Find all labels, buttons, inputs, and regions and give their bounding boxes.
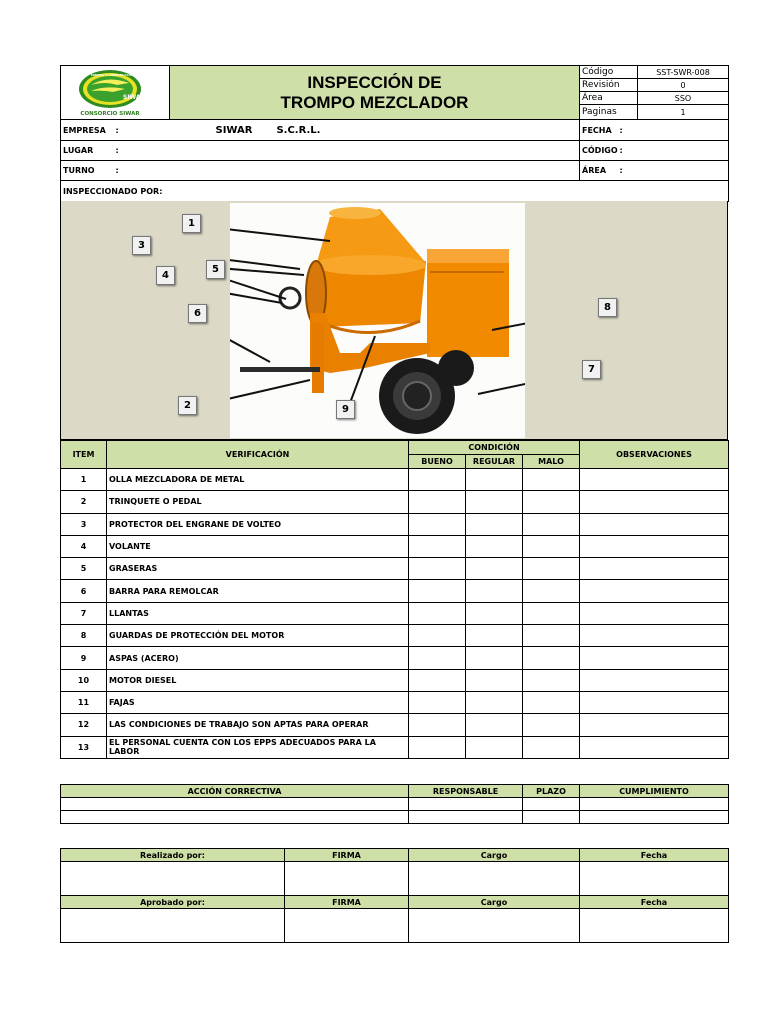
checklist-row	[61, 580, 729, 602]
condicion-bueno-cell[interactable]	[409, 714, 466, 736]
empresa-colon: :	[116, 120, 216, 141]
item-number: 5	[61, 558, 107, 580]
item-verificacion: GUARDAS DE PROTECCIÓN DEL MOTOR	[107, 625, 409, 647]
item-verificacion: MOTOR DIESEL	[107, 669, 409, 691]
item-number: 10	[61, 669, 107, 691]
turno-colon: :	[116, 161, 216, 181]
condicion-malo-cell[interactable]	[523, 558, 580, 580]
plazo-cell[interactable]	[523, 798, 580, 811]
empresa-type: S.C.R.L.	[276, 124, 321, 136]
condicion-malo-cell[interactable]	[523, 469, 580, 491]
observaciones-cell[interactable]	[580, 469, 729, 491]
observaciones-cell[interactable]	[580, 669, 729, 691]
meta-label-revision: Revisión	[580, 79, 638, 92]
item-number: 12	[61, 714, 107, 736]
aprobado-name-cell[interactable]	[61, 909, 285, 943]
condicion-regular-cell[interactable]	[466, 602, 523, 624]
inspeccionado-field[interactable]	[61, 181, 729, 202]
fecha-field[interactable]	[620, 120, 729, 141]
condicion-regular-cell[interactable]	[466, 535, 523, 557]
condicion-malo-cell[interactable]	[523, 669, 580, 691]
item-number: 7	[61, 602, 107, 624]
aprobado-cargo-cell[interactable]	[409, 909, 580, 943]
col-observaciones-header: OBSERVACIONES	[580, 441, 729, 469]
callout-4: 4	[156, 266, 175, 285]
condicion-regular-cell[interactable]	[466, 491, 523, 513]
checklist-row	[61, 625, 729, 647]
codigo-label: CÓDIGO	[580, 141, 620, 161]
condicion-regular-cell[interactable]	[466, 625, 523, 647]
observaciones-cell[interactable]	[580, 535, 729, 557]
fecha-header: Fecha	[580, 849, 729, 862]
condicion-regular-cell[interactable]	[466, 714, 523, 736]
accion-correctiva-cell[interactable]	[61, 798, 409, 811]
item-verificacion: LAS CONDICIONES DE TRABAJO SON APTAS PARA OPERAR	[107, 714, 409, 736]
observaciones-cell[interactable]	[580, 736, 729, 758]
condicion-regular-cell[interactable]	[466, 647, 523, 669]
realizado-name-cell[interactable]	[61, 862, 285, 896]
observaciones-cell[interactable]	[580, 714, 729, 736]
codigo-colon: :	[619, 146, 623, 155]
item-number: 6	[61, 580, 107, 602]
svg-text:SIWAR: SIWAR	[123, 93, 146, 101]
observaciones-cell[interactable]	[580, 580, 729, 602]
cumplimiento-cell[interactable]	[580, 798, 729, 811]
lugar-colon: :	[116, 141, 216, 161]
meta-label-codigo: Código	[580, 66, 638, 79]
condicion-regular-cell[interactable]	[466, 669, 523, 691]
responsable-cell[interactable]	[409, 798, 523, 811]
observaciones-cell[interactable]	[580, 491, 729, 513]
checklist-row	[61, 491, 729, 513]
condicion-bueno-cell[interactable]	[409, 691, 466, 713]
callout-6: 6	[188, 304, 207, 323]
checklist-row	[61, 647, 729, 669]
realizado-firma-cell[interactable]	[285, 862, 409, 896]
turno-field[interactable]	[216, 161, 580, 181]
realizado-fecha-cell[interactable]	[580, 862, 729, 896]
condicion-bueno-cell[interactable]	[409, 602, 466, 624]
observaciones-cell[interactable]	[580, 558, 729, 580]
responsable-header: RESPONSABLE	[409, 785, 523, 798]
item-number: 8	[61, 625, 107, 647]
item-number: 1	[61, 469, 107, 491]
lugar-label: LUGAR	[61, 141, 116, 161]
fecha-label: FECHA	[580, 120, 620, 141]
observaciones-cell[interactable]	[580, 625, 729, 647]
firma-header: FIRMA	[285, 896, 409, 909]
lugar-field[interactable]	[216, 141, 580, 161]
inspeccionado-label: INSPECCIONADO POR:	[63, 186, 163, 196]
condicion-malo-cell[interactable]	[523, 647, 580, 669]
item-number: 11	[61, 691, 107, 713]
form-title-cell	[170, 66, 580, 120]
area-field[interactable]	[620, 161, 729, 181]
col-verificacion-header: VERIFICACIÓN	[107, 441, 409, 469]
observaciones-cell[interactable]	[580, 513, 729, 535]
col-regular-header: REGULAR	[466, 455, 523, 469]
item-verificacion: VOLANTE	[107, 535, 409, 557]
checklist-row	[61, 736, 729, 758]
item-number: 13	[61, 736, 107, 758]
area-label: ÁREA	[580, 161, 620, 181]
item-verificacion: PROTECTOR DEL ENGRANE DE VOLTEO	[107, 513, 409, 535]
condicion-regular-cell[interactable]	[466, 736, 523, 758]
siwar-logo	[77, 67, 153, 117]
callout-9: 9	[336, 400, 355, 419]
condicion-bueno-cell[interactable]	[409, 647, 466, 669]
meta-value-area: SSO	[638, 92, 729, 105]
cumplimiento-header: CUMPLIMIENTO	[580, 785, 729, 798]
condicion-malo-cell[interactable]	[523, 580, 580, 602]
aprobado-fecha-cell[interactable]	[580, 909, 729, 943]
form-header	[60, 65, 729, 120]
aprobado-firma-cell[interactable]	[285, 909, 409, 943]
firma-header: FIRMA	[285, 849, 409, 862]
condicion-malo-cell[interactable]	[523, 736, 580, 758]
checklist-row	[61, 469, 729, 491]
condicion-malo-cell[interactable]	[523, 625, 580, 647]
observaciones-cell[interactable]	[580, 647, 729, 669]
corrective-action-table	[60, 784, 729, 824]
item-verificacion: TRINQUETE O PEDAL	[107, 491, 409, 513]
callout-7: 7	[582, 360, 601, 379]
condicion-regular-cell[interactable]	[466, 691, 523, 713]
form-title-line1: INSPECCIÓN DE	[307, 72, 442, 92]
diagram-panel	[60, 201, 728, 440]
responsable-cell[interactable]	[409, 811, 523, 824]
item-number: 2	[61, 491, 107, 513]
area-colon: :	[619, 166, 623, 175]
checklist-row	[61, 602, 729, 624]
condicion-bueno-cell[interactable]	[409, 558, 466, 580]
signature-table	[60, 848, 729, 943]
condicion-regular-cell[interactable]	[466, 558, 523, 580]
empresa-field[interactable]	[216, 120, 580, 141]
condicion-regular-cell[interactable]	[466, 469, 523, 491]
item-verificacion: OLLA MEZCLADORA DE METAL	[107, 469, 409, 491]
condicion-regular-cell[interactable]	[466, 513, 523, 535]
condicion-bueno-cell[interactable]	[409, 625, 466, 647]
item-number: 9	[61, 647, 107, 669]
item-verificacion: FAJAS	[107, 691, 409, 713]
cumplimiento-cell[interactable]	[580, 811, 729, 824]
meta-value-revision: 0	[638, 79, 729, 92]
turno-label: TURNO	[61, 161, 116, 181]
condicion-bueno-cell[interactable]	[409, 491, 466, 513]
cargo-header: Cargo	[409, 896, 580, 909]
condicion-regular-cell[interactable]	[466, 580, 523, 602]
checklist-row	[61, 535, 729, 557]
form-title-line2: TROMPO MEZCLADOR	[280, 92, 469, 112]
item-verificacion: GRASERAS	[107, 558, 409, 580]
callout-8: 8	[598, 298, 617, 317]
col-item-header: ITEM	[61, 441, 107, 469]
realizado-cargo-cell[interactable]	[409, 862, 580, 896]
codigo-field[interactable]	[620, 141, 729, 161]
item-number: 4	[61, 535, 107, 557]
callout-2: 2	[178, 396, 197, 415]
condicion-malo-cell[interactable]	[523, 602, 580, 624]
callout-1: 1	[182, 214, 201, 233]
callout-5: 5	[206, 260, 225, 279]
plazo-header: PLAZO	[523, 785, 580, 798]
col-condicion-header: CONDICIÓN	[409, 441, 580, 455]
empresa-value: SIWAR	[215, 124, 253, 136]
condicion-bueno-cell[interactable]	[409, 469, 466, 491]
condicion-malo-cell[interactable]	[523, 691, 580, 713]
meta-label-paginas: Paginas	[580, 105, 638, 120]
condicion-bueno-cell[interactable]	[409, 580, 466, 602]
condicion-malo-cell[interactable]	[523, 491, 580, 513]
cargo-header: Cargo	[409, 849, 580, 862]
fecha-colon: :	[619, 125, 623, 135]
realizado-header: Realizado por:	[61, 849, 285, 862]
condicion-bueno-cell[interactable]	[409, 513, 466, 535]
aprobado-header: Aprobado por:	[61, 896, 285, 909]
col-bueno-header: BUENO	[409, 455, 466, 469]
condicion-malo-cell[interactable]	[523, 513, 580, 535]
condicion-malo-cell[interactable]	[523, 714, 580, 736]
accion-correctiva-cell[interactable]	[61, 811, 409, 824]
fecha-header: Fecha	[580, 896, 729, 909]
item-verificacion: ASPAS (ACERO)	[107, 647, 409, 669]
accion-correctiva-header: ACCIÓN CORRECTIVA	[61, 785, 409, 798]
checklist-row	[61, 714, 729, 736]
condicion-bueno-cell[interactable]	[409, 736, 466, 758]
item-verificacion: LLANTAS	[107, 602, 409, 624]
observaciones-cell[interactable]	[580, 691, 729, 713]
plazo-cell[interactable]	[523, 811, 580, 824]
meta-label-area: Área	[580, 92, 638, 105]
svg-text:MINERA Y CONSTRUCCIÓN: MINERA Y CONSTRUCCIÓN	[90, 72, 136, 77]
meta-value-codigo: SST-SWR-008	[638, 66, 729, 79]
checklist-row	[61, 669, 729, 691]
info-section	[60, 119, 729, 202]
item-verificacion: EL PERSONAL CUENTA CON LOS EPPS ADECUADOS PARA LA LABOR	[107, 736, 409, 758]
meta-value-paginas: 1	[638, 105, 729, 120]
checklist-row	[61, 558, 729, 580]
col-malo-header: MALO	[523, 455, 580, 469]
callout-3: 3	[132, 236, 151, 255]
company-logo-cell	[61, 66, 170, 120]
concrete-mixer-photo	[230, 203, 525, 438]
concrete-mixer-illustration	[230, 203, 525, 438]
observaciones-cell[interactable]	[580, 602, 729, 624]
item-number: 3	[61, 513, 107, 535]
checklist-row	[61, 691, 729, 713]
condicion-bueno-cell[interactable]	[409, 669, 466, 691]
verification-checklist	[60, 440, 729, 759]
condicion-malo-cell[interactable]	[523, 535, 580, 557]
checklist-row	[61, 513, 729, 535]
empresa-label: EMPRESA	[61, 120, 116, 141]
condicion-bueno-cell[interactable]	[409, 535, 466, 557]
svg-text:CONSORCIO SIWAR: CONSORCIO SIWAR	[80, 110, 140, 117]
item-verificacion: BARRA PARA REMOLCAR	[107, 580, 409, 602]
